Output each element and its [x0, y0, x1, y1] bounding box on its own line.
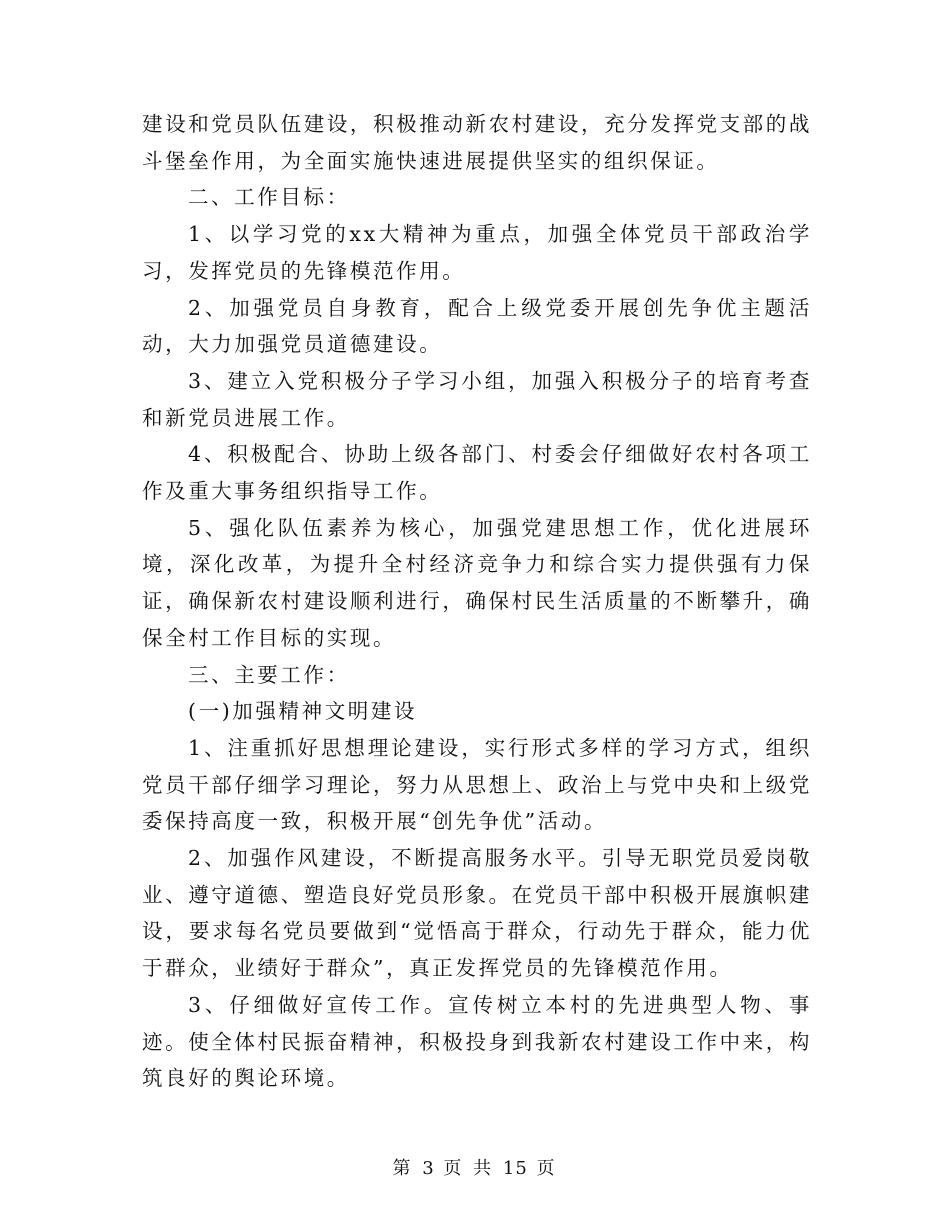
paragraph: 2、加强作风建设，不断提高服务水平。引导无职党员爱岗敬业、遵守道德、塑造良好党员形象。在党员干部中积极开展旗帜建设，要求每名党员要做到“觉悟高于群众，行动先于群众，能力优于群众，业绩好于群众”，真正发挥党员的先锋模范作用。 [142, 846, 812, 981]
footer-prefix: 第 [392, 1158, 414, 1179]
paragraph: 4、积极配合、协助上级各部门、村委会仔细做好农村各项工作及重大事务组织指导工作。 [142, 442, 812, 504]
page-footer [0, 1154, 950, 1180]
footer-suffix: 页 [536, 1158, 558, 1179]
page-number: 3 [422, 1158, 435, 1179]
paragraph: 1、注重抓好思想理论建设，实行形式多样的学习方式，组织党员干部仔细学习理论，努力从思想上、政治上与党中央和上级党委保持高度一致，积极开展“创先争优”活动。 [142, 735, 812, 834]
paragraph: 5、强化队伍素养为核心，加强党建思想工作，优化进展环境，深化改革，为提升全村经济竞争力和综合实力提供强有力保证，确保新农村建设顺利进行，确保村民生活质量的不断攀升，确保全村工作目标的实现。 [142, 515, 812, 650]
document-body [142, 106, 812, 1097]
paragraph: 建设和党员队伍建设，积极推动新农村建设，充分发挥党支部的战斗堡垒作用，为全面实施快速进展提供坚实的组织保证。 [142, 112, 812, 173]
paragraph: 1、以学习党的xx大精神为重点，加强全体党员干部政治学习，发挥党员的先锋模范作用。 [142, 222, 812, 283]
paragraph: 3、建立入党积极分子学习小组，加强入积极分子的培育考查和新党员进展工作。 [142, 368, 812, 430]
paragraph: 2、加强党员自身教育，配合上级党委开展创先争优主题活动，大力加强党员道德建设。 [142, 295, 812, 357]
subsection-heading: (一)加强精神文明建设 [188, 699, 418, 724]
section-heading-main-work: 三、主要工作： [188, 662, 350, 687]
section-heading-goals: 二、工作目标： [188, 185, 350, 210]
footer-middle: 页 共 [443, 1158, 495, 1179]
paragraph: 3、仔细做好宣传工作。宣传树立本村的先进典型人物、事迹。使全体村民振奋精神，积极投身到我新农村建设工作中来，构筑良好的舆论环境。 [142, 992, 812, 1091]
total-pages: 15 [502, 1158, 528, 1179]
